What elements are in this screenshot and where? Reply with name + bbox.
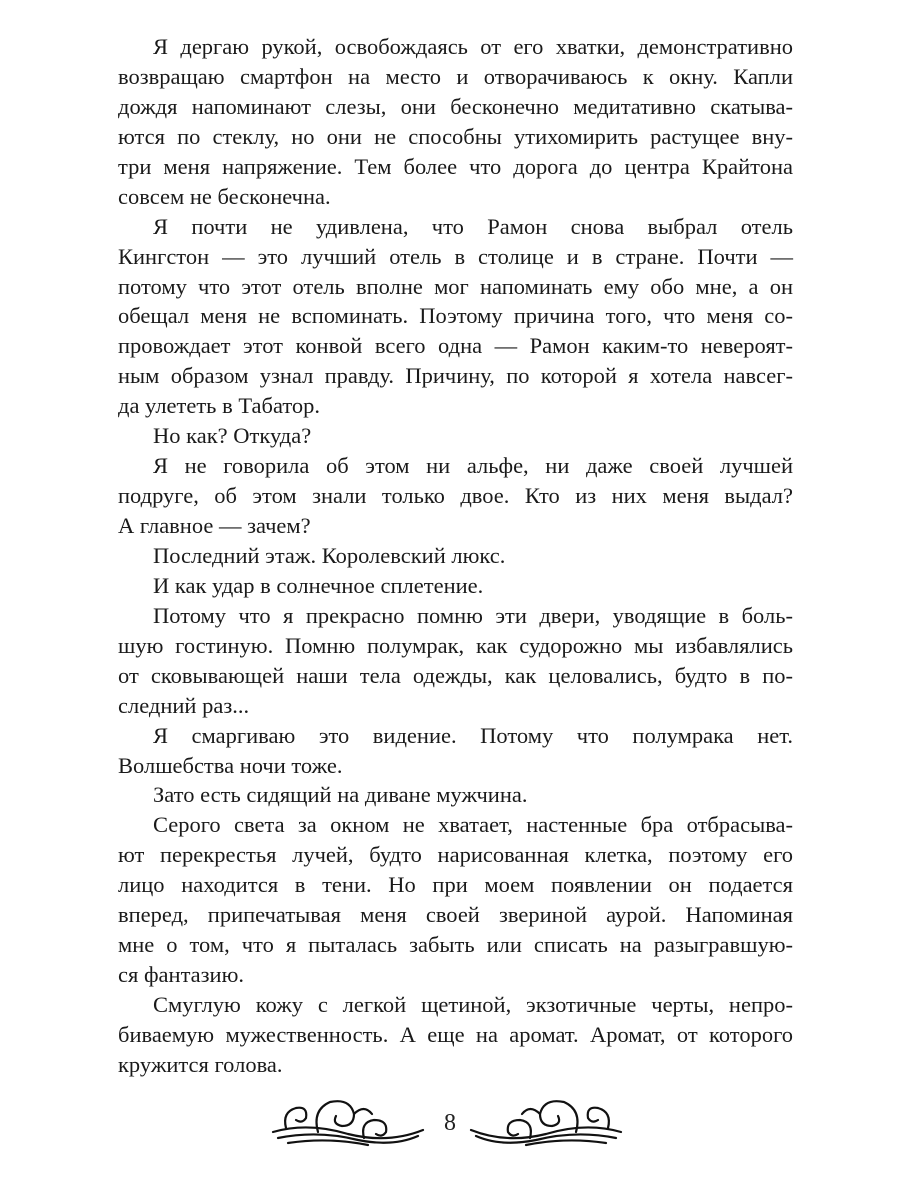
text-line: ют перекрестья лучей, будто нарисованная клетка, поэтому его (118, 842, 793, 868)
paragraph (118, 32, 793, 212)
text-line: возвращаю смартфон на место и отворачиваюсь к окну. Капли (118, 63, 793, 89)
text-line: шую гостиную. Помню полумрак, как судорожно мы избавлялись (118, 632, 793, 658)
paragraph (118, 451, 793, 541)
text-line: провождает этот конвой всего одна — Рамон каким-то невероят- (118, 333, 793, 359)
text-line: следний раз... (118, 692, 250, 718)
text-line: Последний этаж. Королевский люкс. (153, 542, 506, 568)
text-line: И как удар в солнечное сплетение. (153, 572, 484, 598)
text-line: вперед, припечатывая меня своей звериной аурой. Напоминая (118, 902, 793, 928)
page-footer (0, 1092, 900, 1162)
text-line: обещал меня не вспоминать. Поэтому причина того, что меня со- (118, 303, 793, 329)
text-line: дождя напоминают слезы, они бесконечно медитативно скатыва- (118, 93, 793, 119)
paragraph (118, 541, 793, 571)
text-line: три меня напряжение. Тем более что дорога до центра Крайтона (118, 153, 793, 179)
text-line: кружится голова. (118, 1051, 283, 1077)
text-line: потому что этот отель вполне мог напоминать ему обо мне, а он (118, 273, 793, 299)
text-line: да улететь в Табатор. (118, 393, 321, 419)
text-line: Я смаргиваю это видение. Потому что полумрака нет. (153, 722, 793, 748)
text-line: Кингстон — это лучший отель в столице и в стране. Почти — (118, 243, 793, 269)
paragraph (118, 990, 793, 1080)
text-line: Я почти не удивлена, что Рамон снова выбрал отель (153, 213, 793, 239)
paragraph (118, 421, 793, 451)
text-line: совсем не бесконечна. (118, 183, 331, 209)
text-line: Я дергаю рукой, освобождаясь от его хватки, демонстративно (153, 34, 793, 59)
page-number: 8 (444, 1110, 456, 1136)
paragraph (118, 780, 793, 810)
paragraph (118, 571, 793, 601)
text-line: биваемую мужественность. А еще на аромат. Аромат, от которого (118, 1021, 793, 1047)
paragraph (118, 601, 793, 721)
text-line: Зато есть сидящий на диване мужчина. (153, 782, 528, 808)
paragraph (118, 721, 793, 781)
text-line: А главное — зачем? (118, 513, 311, 538)
paragraph (118, 212, 793, 422)
text-line: лицо находится в тени. Но при моем появлении он подается (118, 872, 793, 898)
page-body-text (118, 32, 793, 1080)
text-line: от сковывающей наши тела одежды, как целовались, будто в по- (118, 662, 793, 688)
text-line: подруге, об этом знали только двое. Кто из них меня выдал? (118, 483, 793, 509)
wave-ornament-icon (466, 1092, 626, 1152)
text-line: Волшебства ночи тоже. (118, 752, 343, 778)
text-line: Смуглую кожу с легкой щетиной, экзотичные черты, непро- (153, 992, 793, 1017)
text-line: Я не говорила об этом ни альфе, ни даже своей лучшей (153, 453, 793, 479)
paragraph (118, 810, 793, 990)
text-line: ся фантазию. (118, 962, 245, 988)
text-line: мне о том, что я пыталась забыть или списать на разыгравшую- (118, 932, 793, 958)
text-line: ным образом узнал правду. Причину, по которой я хотела навсег- (118, 363, 793, 389)
text-line: Серого света за окном не хватает, настенные бра отбрасыва- (153, 812, 793, 838)
text-line: ются по стеклу, но они не способны утихомирить растущее вну- (118, 123, 793, 149)
text-line: Но как? Откуда? (153, 423, 312, 449)
text-line: Потому что я прекрасно помню эти двери, уводящие в боль- (153, 602, 793, 628)
